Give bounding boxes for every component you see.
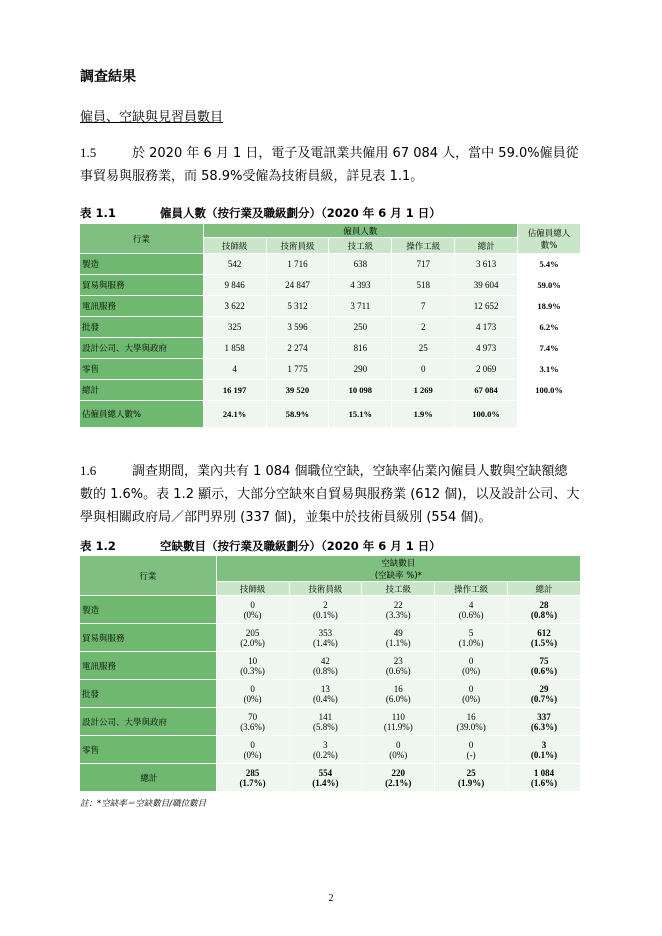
table-cell bbox=[216, 680, 289, 708]
table-cell bbox=[508, 624, 581, 652]
table-cell: 24.1% bbox=[203, 401, 266, 428]
cell-value: 337 bbox=[537, 711, 551, 722]
cell-value: 13 bbox=[320, 683, 330, 694]
table-cell: 15.1% bbox=[329, 401, 392, 428]
table-cell: 58.9% bbox=[266, 401, 329, 428]
table-cell: 24 847 bbox=[266, 275, 329, 296]
cell-value: 353 bbox=[318, 627, 333, 638]
table-cell: 7 bbox=[392, 296, 455, 317]
share-cell: 100.0% bbox=[518, 380, 581, 401]
table-cell: 4 393 bbox=[329, 275, 392, 296]
column-header: 技術員級 bbox=[266, 238, 329, 254]
table-cell bbox=[362, 736, 435, 764]
table-cell: 2 069 bbox=[455, 359, 518, 380]
table-cell bbox=[289, 680, 362, 708]
table-cell: 39 520 bbox=[266, 380, 329, 401]
cell-value: 612 bbox=[537, 627, 551, 638]
paragraph-number: 1.5 bbox=[80, 145, 97, 160]
cell-value: 0 bbox=[468, 655, 474, 666]
cell-rate: (0.8%) bbox=[313, 665, 338, 676]
paragraph-1-6 bbox=[80, 459, 580, 529]
cell-rate: (0%) bbox=[243, 693, 262, 704]
table-cell: 9 846 bbox=[203, 275, 266, 296]
row-label: 設計公司、大學與政府 bbox=[80, 338, 204, 359]
vacancies-group-header bbox=[216, 556, 580, 582]
row-label: 製造 bbox=[80, 254, 204, 275]
row-label: 總計 bbox=[80, 380, 204, 401]
table-cell bbox=[216, 764, 289, 792]
table-cell bbox=[508, 764, 581, 792]
column-header: 操作工級 bbox=[392, 238, 455, 254]
table-cell bbox=[289, 596, 362, 624]
caption-label: 表 1.2 bbox=[80, 539, 116, 553]
row-label: 電訊服務 bbox=[80, 652, 217, 680]
table-note: 註：*空缺率＝空缺數目/職位數目 bbox=[80, 799, 207, 809]
cell-value: 25 bbox=[466, 767, 476, 778]
row-label: 零售 bbox=[80, 359, 204, 380]
cell-rate: (3.3%) bbox=[385, 609, 411, 620]
table-row bbox=[80, 317, 581, 338]
table-cell bbox=[289, 736, 362, 764]
table-cell: 290 bbox=[329, 359, 392, 380]
table-cell: 816 bbox=[329, 338, 392, 359]
table-cell: 100.0% bbox=[455, 401, 518, 428]
cell-rate: (0%) bbox=[243, 749, 262, 760]
table-cell: 518 bbox=[392, 275, 455, 296]
table-cell: 5 312 bbox=[266, 296, 329, 317]
table-cell bbox=[435, 764, 508, 792]
paragraph-text: 調查期間，業內共有 1 084 個職位空缺，空缺率佔業內僱員人數與空缺額總數的 1.6%。表 1.2 顯示，大部分空缺來自貿易與服務業 (612 個)，以及設計公司、大學與相關政府局／部門界別 (337 個)，並集中於技術員級別 (554 個)。 bbox=[80, 464, 580, 525]
table-cell: 39 604 bbox=[455, 275, 518, 296]
table-1-1-caption bbox=[80, 205, 441, 221]
cell-rate: (1.7%) bbox=[239, 777, 266, 788]
table-cell: 1 269 bbox=[392, 380, 455, 401]
column-header: 總計 bbox=[455, 238, 518, 254]
cell-rate: (39.0%) bbox=[456, 721, 486, 732]
table-cell bbox=[508, 680, 581, 708]
table-cell: 1 775 bbox=[266, 359, 329, 380]
table-cell bbox=[508, 736, 581, 764]
cell-value: 16 bbox=[393, 683, 403, 694]
column-header: 操作工級 bbox=[435, 582, 508, 596]
cell-value: 23 bbox=[393, 655, 403, 666]
cell-rate: (2.0%) bbox=[240, 637, 265, 648]
cell-rate: (0.6%) bbox=[458, 609, 484, 620]
cell-value: 70 bbox=[248, 711, 258, 722]
total-row bbox=[80, 380, 581, 401]
paragraph-1-5 bbox=[80, 141, 580, 188]
cell-rate: (1.0%) bbox=[458, 637, 484, 648]
cell-rate: (0.1%) bbox=[313, 609, 338, 620]
cell-value: 220 bbox=[391, 767, 406, 778]
table-cell bbox=[508, 652, 581, 680]
row-label: 貿易與服務 bbox=[80, 624, 217, 652]
table-row bbox=[80, 624, 581, 652]
caption-title: 僱員人數（按行業及職級劃分）（2020 年 6 月 1 日） bbox=[160, 206, 441, 220]
row-label: 批發 bbox=[80, 317, 204, 338]
cell-rate: (0%) bbox=[389, 749, 408, 760]
total-row bbox=[80, 764, 581, 792]
cell-rate: (0.8%) bbox=[530, 609, 558, 620]
table-cell bbox=[435, 596, 508, 624]
caption-title: 空缺數目（按行業及職級劃分）（2020 年 6 月 1 日） bbox=[160, 539, 441, 553]
section-heading: 調查結果 bbox=[80, 69, 136, 85]
table-row bbox=[80, 359, 581, 380]
cell-value: 22 bbox=[393, 599, 403, 610]
cell-rate: (0.2%) bbox=[313, 749, 338, 760]
row-label: 批發 bbox=[80, 680, 217, 708]
table-cell: 542 bbox=[203, 254, 266, 275]
table-cell bbox=[216, 736, 289, 764]
empty-cell bbox=[518, 401, 581, 428]
table-cell bbox=[362, 652, 435, 680]
cell-rate: (6.3%) bbox=[530, 721, 558, 732]
table-row bbox=[80, 254, 581, 275]
table-row bbox=[80, 652, 581, 680]
table-cell: 2 bbox=[392, 317, 455, 338]
table-cell bbox=[289, 708, 362, 736]
table-1-2-caption bbox=[80, 538, 441, 554]
cell-rate: (1.5%) bbox=[530, 637, 558, 648]
share-row bbox=[80, 401, 581, 428]
share-cell: 5.4% bbox=[518, 254, 581, 275]
table-cell: 3 622 bbox=[203, 296, 266, 317]
table-row bbox=[80, 596, 581, 624]
cell-rate: (0.7%) bbox=[530, 693, 558, 704]
cell-rate: (2.1%) bbox=[385, 777, 412, 788]
group-header-line1: 空缺數目 bbox=[381, 558, 416, 569]
table-row bbox=[80, 680, 581, 708]
cell-value: 0 bbox=[250, 683, 255, 694]
share-cell: 18.9% bbox=[518, 296, 581, 317]
share-cell: 7.4% bbox=[518, 338, 581, 359]
cell-rate: (1.4%) bbox=[313, 637, 338, 648]
column-header: 技工級 bbox=[362, 582, 435, 596]
cell-rate: (11.9%) bbox=[383, 721, 413, 732]
cell-value: 75 bbox=[539, 655, 549, 666]
table-cell bbox=[435, 624, 508, 652]
row-label: 零售 bbox=[80, 736, 217, 764]
table-cell bbox=[216, 652, 289, 680]
table-cell: 250 bbox=[329, 317, 392, 338]
table-cell: 25 bbox=[392, 338, 455, 359]
table-row bbox=[80, 736, 581, 764]
row-label: 電訊服務 bbox=[80, 296, 204, 317]
table-1-1 bbox=[79, 223, 581, 428]
table-cell bbox=[289, 764, 362, 792]
table-cell: 16 197 bbox=[203, 380, 266, 401]
row-label: 製造 bbox=[80, 596, 217, 624]
table-cell bbox=[289, 624, 362, 652]
paragraph-number: 1.6 bbox=[80, 463, 97, 478]
cell-value: 10 bbox=[248, 655, 258, 666]
cell-value: 0 bbox=[250, 739, 255, 750]
cell-rate: (0%) bbox=[243, 609, 262, 620]
cell-value: 28 bbox=[539, 599, 549, 610]
cell-value: 3 bbox=[541, 739, 547, 750]
table-cell bbox=[362, 596, 435, 624]
industry-header: 行業 bbox=[80, 224, 204, 254]
table-cell: 0 bbox=[392, 359, 455, 380]
table-cell: 2 274 bbox=[266, 338, 329, 359]
cell-value: 49 bbox=[393, 627, 403, 638]
cell-rate: (0.3%) bbox=[240, 665, 265, 676]
table-cell bbox=[362, 764, 435, 792]
table-cell: 10 098 bbox=[329, 380, 392, 401]
table-cell: 1 716 bbox=[266, 254, 329, 275]
cell-rate: (6.0%) bbox=[385, 693, 411, 704]
table-row bbox=[80, 296, 581, 317]
cell-rate: (0%) bbox=[462, 665, 481, 676]
cell-value: 0 bbox=[250, 599, 255, 610]
table-row bbox=[80, 708, 581, 736]
table-cell: 4 973 bbox=[455, 338, 518, 359]
row-label: 總計 bbox=[80, 764, 217, 792]
table-cell: 3 711 bbox=[329, 296, 392, 317]
table-cell bbox=[289, 652, 362, 680]
cell-rate: (3.6%) bbox=[240, 721, 265, 732]
table-row bbox=[80, 338, 581, 359]
cell-rate: (1.6%) bbox=[530, 777, 558, 788]
caption-label: 表 1.1 bbox=[80, 206, 116, 220]
cell-value: 1 084 bbox=[533, 767, 555, 778]
employees-group-header: 僱員人數 bbox=[203, 224, 517, 238]
table-cell bbox=[435, 708, 508, 736]
table-cell: 1 858 bbox=[203, 338, 266, 359]
cell-value: 2 bbox=[323, 599, 328, 610]
table-cell: 4 173 bbox=[455, 317, 518, 338]
table-cell: 325 bbox=[203, 317, 266, 338]
column-header: 技師級 bbox=[216, 582, 289, 596]
cell-value: 205 bbox=[245, 627, 260, 638]
cell-value: 0 bbox=[396, 739, 401, 750]
share-cell: 3.1% bbox=[518, 359, 581, 380]
table-cell: 717 bbox=[392, 254, 455, 275]
table-cell bbox=[435, 680, 508, 708]
cell-rate: (1.9%) bbox=[458, 777, 485, 788]
cell-value: 554 bbox=[318, 767, 333, 778]
cell-value: 141 bbox=[318, 711, 333, 722]
column-header: 技工級 bbox=[329, 238, 392, 254]
cell-value: 3 bbox=[323, 739, 328, 750]
table-1-2 bbox=[79, 555, 581, 792]
section-subheading: 僱員、空缺與見習員數目 bbox=[80, 110, 224, 125]
cell-value: 42 bbox=[320, 655, 330, 666]
cell-value: 0 bbox=[468, 739, 474, 750]
table-cell bbox=[362, 680, 435, 708]
cell-rate: (0.4%) bbox=[313, 693, 338, 704]
cell-value: 4 bbox=[468, 599, 474, 610]
table-cell: 3 613 bbox=[455, 254, 518, 275]
table-cell bbox=[216, 624, 289, 652]
cell-value: 285 bbox=[245, 767, 260, 778]
table-cell bbox=[216, 708, 289, 736]
cell-rate: (0.6%) bbox=[530, 665, 558, 676]
cell-value: 0 bbox=[468, 683, 474, 694]
table-cell: 67 084 bbox=[455, 380, 518, 401]
table-cell bbox=[508, 596, 581, 624]
cell-rate: (1.1%) bbox=[385, 637, 411, 648]
table-cell bbox=[362, 708, 435, 736]
cell-rate: (0.6%) bbox=[385, 665, 411, 676]
column-header: 技師級 bbox=[203, 238, 266, 254]
share-cell: 6.2% bbox=[518, 317, 581, 338]
table-cell: 1.9% bbox=[392, 401, 455, 428]
cell-rate: (1.4%) bbox=[312, 777, 339, 788]
share-cell: 59.0% bbox=[518, 275, 581, 296]
table-cell: 638 bbox=[329, 254, 392, 275]
table-cell: 4 bbox=[203, 359, 266, 380]
table-row bbox=[80, 275, 581, 296]
cell-value: 16 bbox=[466, 711, 476, 722]
table-cell bbox=[435, 652, 508, 680]
cell-value: 5 bbox=[468, 627, 474, 638]
table-cell: 12 652 bbox=[455, 296, 518, 317]
cell-rate: (-) bbox=[466, 749, 476, 760]
group-header-line2: (空缺率 %)* bbox=[374, 570, 422, 581]
column-header: 總計 bbox=[508, 582, 581, 596]
row-label: 貿易與服務 bbox=[80, 275, 204, 296]
table-cell bbox=[508, 708, 581, 736]
row-label: 佔僱員總人數% bbox=[80, 401, 204, 428]
table-cell bbox=[362, 624, 435, 652]
column-header: 技術員級 bbox=[289, 582, 362, 596]
cell-value: 29 bbox=[539, 683, 549, 694]
industry-header: 行業 bbox=[80, 556, 217, 596]
cell-rate: (5.8%) bbox=[313, 721, 338, 732]
share-header: 佔僱員總人數% bbox=[518, 224, 581, 254]
table-cell: 3 596 bbox=[266, 317, 329, 338]
cell-value: 110 bbox=[391, 711, 405, 722]
paragraph-text: 於 2020 年 6 月 1 日，電子及電訊業共僱用 67 084 人，當中 59.0%僱員從事貿易與服務業，而 58.9%受僱為技術員級，詳見表 1.1。 bbox=[80, 146, 579, 184]
cell-rate: (0.1%) bbox=[530, 749, 558, 760]
table-cell bbox=[435, 736, 508, 764]
page-number: 2 bbox=[328, 893, 334, 904]
table-cell bbox=[216, 596, 289, 624]
cell-rate: (0%) bbox=[462, 693, 481, 704]
row-label: 設計公司、大學與政府 bbox=[80, 708, 217, 736]
